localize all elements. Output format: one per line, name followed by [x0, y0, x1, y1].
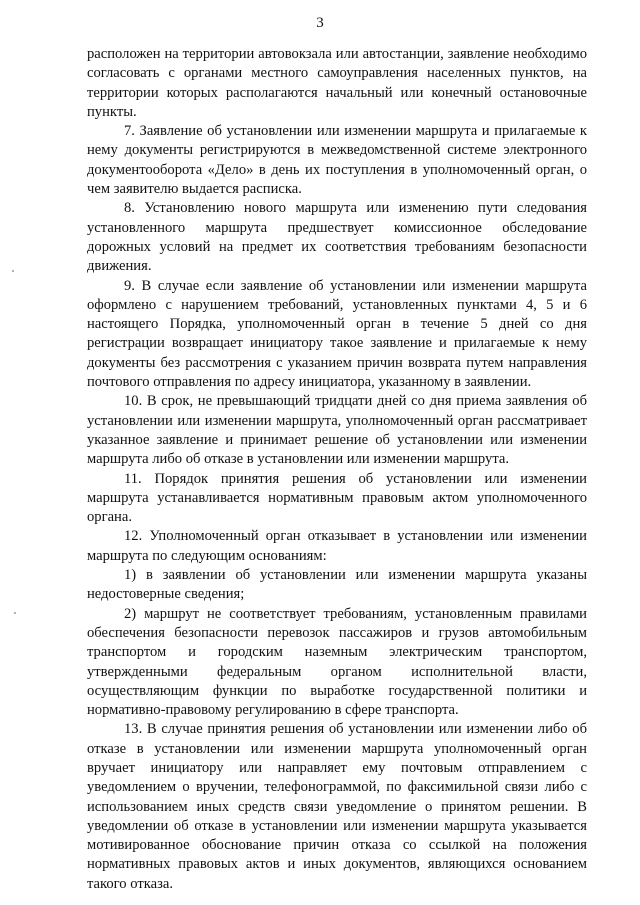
- paragraph-12-item-1: 1) в заявлении об установлении или изменении маршрута указаны недостоверные сведения;: [87, 567, 587, 603]
- paragraph-9: 9. В случае если заявление об установлении или изменении маршрута оформлено с нарушением требований, установленных пунктами 4, 5 и 6 настоящего Порядка, уполномоченный орган в течение 5 дней со дня регистрации возвращает инициатору такое заявление и прилагаемые к нему документы без рассмотрения с указанием причин возврата путем направления почтового отправления по адресу инициатора, указанному в заявлении.: [87, 277, 587, 391]
- paragraph-12: 12. Уполномоченный орган отказывает в установлении или изменении маршрута по следующим основаниям:: [87, 528, 587, 564]
- paragraph-12-item-2: 2) маршрут не соответствует требованиям, установленным правилами обеспечения безопасности перевозок пассажиров и грузов автомобильным транспортом и городским наземным электрическим транспортом, утвержденными федеральным органом исполнительной власти, осуществляющим функции по выработке государственной политики и нормативно-правовому регулированию в сфере транспорта.: [87, 605, 587, 719]
- paragraph-7: 7. Заявление об установлении или изменении маршрута и прилагаемые к нему документы регистрируются в межведомственной системе электронного документооборота «Дело» в день их поступления в уполномоченный орган, о чем заявителю выдается расписка.: [87, 123, 587, 198]
- scan-speck: [14, 612, 16, 614]
- paragraph-8: 8. Установлению нового маршрута или изменению пути следования установленного маршрута предшествует комиссионное обследование дорожных условий на предмет их соответствия требованиям безопасности движения.: [87, 200, 587, 275]
- paragraph-13: 13. В случае принятия решения об установлении или изменении либо об отказе в установлении или изменении маршрута уполномоченный орган вручает инициатору или направляет ему почтовым отправлением с уведомлением о вручении, телефонограммой, по факсимильной связи либо с использованием иных средств связи уведомление о принятом решении. В уведомлении об отказе в установлении или изменении маршрута указывается мотивированное обоснование причин отказа со ссылкой на положения нормативных правовых актов и иных документов, являющихся основанием такого отказа.: [87, 721, 587, 892]
- paragraph-10: 10. В срок, не превышающий тридцати дней со дня приема заявления об установлении или изменении маршрута, уполномоченный орган рассматривает указанное заявление и принимает решение об установлении или изменении маршрута либо об отказе в установлении или изменении маршрута.: [87, 393, 587, 468]
- scan-speck: [12, 270, 14, 272]
- paragraph-11: 11. Порядок принятия решения об установлении или изменении маршрута устанавливается нормативным правовым актом уполномоченного органа.: [87, 470, 587, 526]
- page-number: 3: [316, 15, 324, 31]
- document-body: [87, 45, 587, 894]
- paragraph-continuation: расположен на территории автовокзала или автостанции, заявление необходимо согласовать с органами местного самоуправления населенных пунктов, на территории которых располагаются начальный или конечный остановочные пункты.: [87, 46, 587, 120]
